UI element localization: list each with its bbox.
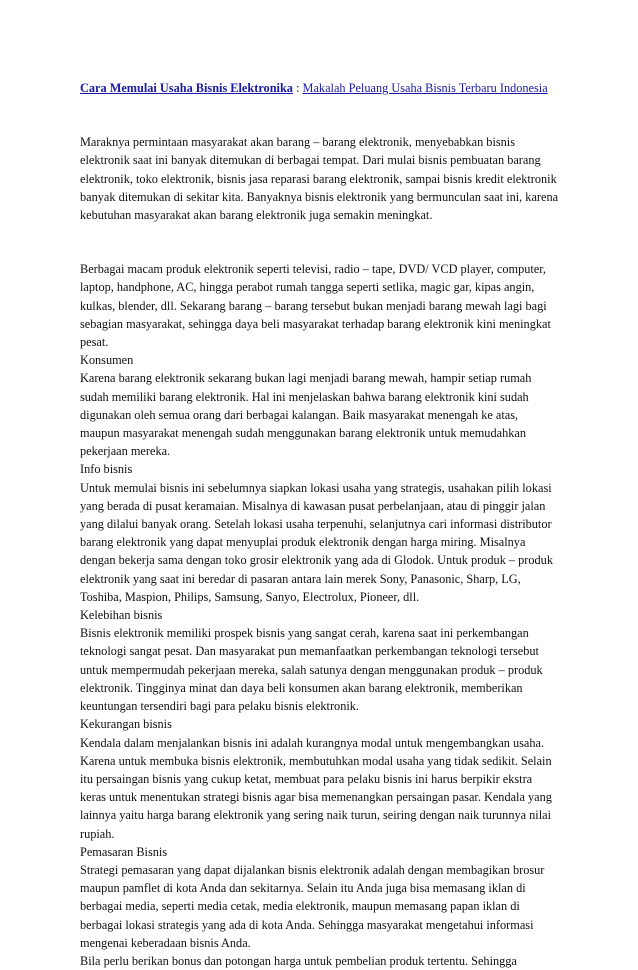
section-body-kelebihan-bisnis: Bisnis elektronik memiliki prospek bisnis yang sangat cerah, karena saat ini perkembangan teknologi sangat pesat. Dan masyarakat pun memanfaatkan perkembangan teknologi tersebut untuk mempermudah pekerjaan mereka, salah satunya dengan menggunakan produk – produk elektronik. Tingginya minat dan daya beli konsumen akan barang elektronik, memberikan keuntungan tersendiri bagi para pelaku bisnis elektronik.: [80, 626, 543, 714]
subtitle-link[interactable]: Makalah Peluang Usaha Bisnis Terbaru Indonesia: [302, 81, 548, 95]
section-body-kekurangan-bisnis: Kendala dalam menjalankan bisnis ini adalah kurangnya modal untuk mengembangkan usaha. Karena untuk membuka bisnis elektronik, membutuhkan modal usaha yang tidak sedikit. Selain itu persaingan bisnis yang cukup ketat, membuat para pelaku bisnis ini harus berpikir ekstra keras untuk menentukan strategi bisnis agar bisa memenangkan persaingan pasar. Kendala yang lainnya yaitu harga barang elektronik yang sering naik turun, seiring dengan naik turunnya nilai rupiah.: [80, 735, 552, 841]
section-body-info-bisnis: Untuk memulai bisnis ini sebelumnya siapkan lokasi usaha yang strategis, usahakan pilih lokasi yang berada di pusat keramaian. Misalnya di kawasan pusat perbelanjaan, atau di pinggir jalan yang dilalui banyak orang. Setelah lokasi usaha terpenuhi, selanjutnya cari informasi distributor barang elektronik yang dapat menyuplai produk elektronik dengan harga miring. Misalnya dengan bekerja sama dengan toko grosir elektronik yang ada di Glodok. Untuk produk – produk elektronik yang saat ini beredar di pasaran antara lain merek Sony, Panasonic, Sharp, LG, Toshiba, Maspion, Philips, Samsung, Sanyo, Electrolux, Pioneer, dll.: [80, 480, 553, 604]
title-link[interactable]: Cara Memulai Usaha Bisnis Elektronika: [80, 81, 293, 95]
section-heading-konsumen: Konsumen: [80, 353, 134, 368]
products-paragraph: Berbagai macam produk elektronik seperti televisi, radio – tape, DVD/ VCD player, computer, laptop, handphone, AC, hingga perabot rumah tangga seperti setlika, magic gar, kipas angin, kulkas, blender, dll. Sekarang barang – barang tersebut bukan menjadi barang mewah lagi bagi sebagian masyarakat, sehingga daya beli masyarakat terhadap barang elektronik kini meningkat pesat.: [80, 262, 551, 350]
document-header: [80, 79, 560, 97]
section-body-pemasaran-bisnis: Strategi pemasaran yang dapat dijalankan bisnis elektronik adalah dengan membagikan brosur maupun pamflet di kota Anda dan sekitarnya. Selain itu Anda juga bisa memasang iklan di berbagai media, seperti media cetak, media elektronik, maupun memasang papan iklan di berbagai lokasi strategis yang ada di kota Anda. Sehingga masyarakat mengetahui informasi mengenai keberadaan bisnis Anda.: [80, 862, 545, 950]
section-heading-info-bisnis: Info bisnis: [80, 462, 133, 477]
closing-paragraph: Bila perlu berikan bonus dan potongan harga untuk pembelian produk tertentu. Sehingga: [80, 953, 517, 968]
title-separator: :: [292, 81, 303, 95]
section-heading-kelebihan-bisnis: Kelebihan bisnis: [80, 608, 163, 623]
intro-paragraph: Maraknya permintaan masyarakat akan barang – barang elektronik, menyebabkan bisnis elektronik saat ini banyak ditemukan di berbagai tempat. Dari mulai bisnis pembuatan barang elektronik, toko elektronik, bisnis jasa reparasi barang elektronik, sampai bisnis kredit elektronik banyak ditemukan di sekitar kita. Banyaknya bisnis elektronik yang bermunculan saat ini, karena kebutuhan masyarakat akan barang elektronik juga semakin meningkat.: [80, 135, 559, 223]
section-heading-kekurangan-bisnis: Kekurangan bisnis: [80, 717, 172, 732]
section-body-konsumen: Karena barang elektronik sekarang bukan lagi menjadi barang mewah, hampir setiap rumah sudah memiliki barang elektronik. Hal ini menjelaskan bahwa barang elektronik kini sudah digunakan oleh semua orang dari berbagai kalangan. Baik masyarakat menengah ke atas, maupun masyarakat menengah sudah menggunakan barang elektronik untuk memudahkan pekerjaan mereka.: [80, 371, 532, 459]
section-heading-pemasaran-bisnis: Pemasaran Bisnis: [80, 844, 168, 859]
document-body: [80, 79, 560, 970]
